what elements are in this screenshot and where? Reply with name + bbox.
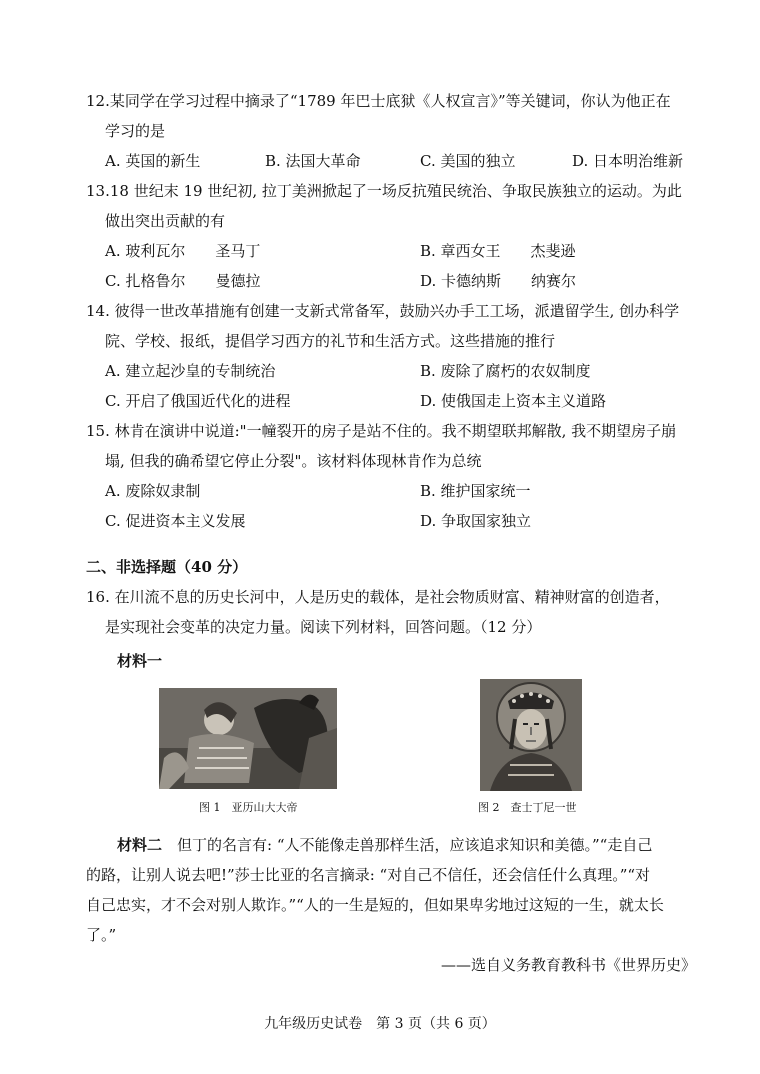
q13-stem-line2: 做出突出贡献的有	[105, 212, 226, 230]
material2-source: ——选自义务教育教科书《世界历史》	[440, 956, 696, 974]
q12-option-a: A. 英国的新生	[105, 152, 201, 170]
material2-text-line1: 但丁的名言有: “人不能像走兽那样生活，应该追求知识和美德。”“走自己	[162, 836, 653, 854]
section2-heading: 二、非选择题（40 分）	[86, 558, 248, 576]
q16-stem-line1: 16. 在川流不息的历史长河中，人是历史的载体，是社会物质财富、精神财富的创造者，	[86, 588, 670, 606]
figure-justinian-image	[480, 679, 582, 791]
material2-label: 材料二	[117, 836, 163, 854]
q12-option-b: B. 法国大革命	[265, 152, 361, 170]
q12-option-d: D. 日本明治维新	[572, 152, 684, 170]
figure-alexander-image	[159, 688, 337, 789]
q14-stem-line2: 院、学校、报纸，提倡学习西方的礼节和生活方式。这些措施的推行	[105, 332, 556, 350]
q15-option-a: A. 废除奴隶制	[105, 482, 201, 500]
figure2-caption: 图 2 查士丁尼一世	[478, 801, 577, 814]
q12-option-c: C. 美国的独立	[420, 152, 516, 170]
material2-line4: 了。”	[86, 926, 117, 944]
q14-option-a: A. 建立起沙皇的专制统治	[105, 362, 276, 380]
q13-stem-line1: 13.18 世纪末 19 世纪初, 拉丁美洲掀起了一场反抗殖民统治、争取民族独立的运动。为此	[86, 182, 682, 200]
material2-line2: 的路，让别人说去吧!”莎士比亚的名言摘录: “对自己不信任，还会信任什么真理。”“对	[86, 866, 651, 884]
q13-option-d: D. 卡德纳斯 纳赛尔	[420, 272, 577, 290]
q15-option-c: C. 促进资本主义发展	[105, 512, 246, 530]
q13-option-c: C. 扎格鲁尔 曼德拉	[105, 272, 261, 290]
q15-option-b: B. 维护国家统一	[420, 482, 531, 500]
q13-option-a: A. 玻利瓦尔 圣马丁	[105, 242, 261, 260]
q12-stem-line2: 学习的是	[105, 122, 166, 140]
q13-option-b: B. 章西女王 杰斐逊	[420, 242, 576, 260]
figure1-caption: 图 1 亚历山大大帝	[199, 801, 298, 814]
q14-option-d: D. 使俄国走上资本主义道路	[420, 392, 607, 410]
material1-label: 材料一	[117, 652, 163, 670]
q15-option-d: D. 争取国家独立	[420, 512, 532, 530]
q15-stem-line1: 15. 林肯在演讲中说道:"一幢裂开的房子是站不住的。我不期望联邦解散, 我不期望房子崩	[86, 422, 677, 440]
q16-stem-line2: 是实现社会变革的决定力量。阅读下列材料，回答问题。（12 分）	[105, 618, 542, 636]
q14-option-b: B. 废除了腐朽的农奴制度	[420, 362, 591, 380]
q14-option-c: C. 开启了俄国近代化的进程	[105, 392, 291, 410]
material2-line1	[117, 835, 652, 855]
q15-stem-line2: 塌, 但我的确希望它停止分裂"。该材料体现林肯作为总统	[105, 452, 482, 470]
q14-stem-line1: 14. 彼得一世改革措施有创建一支新式常备军，鼓励兴办手工工场，派遣留学生, 创办科学	[86, 302, 680, 320]
page-footer: 九年级历史试卷 第 3 页（共 6 页）	[264, 1016, 496, 1032]
material2-line3: 自己忠实，才不会对别人欺诈。”“人的一生是短的，但如果卑劣地过这短的一生，就太长	[86, 896, 664, 914]
q12-stem-line1: 12.某同学在学习过程中摘录了“1789 年巴士底狱《人权宣言》”等关键词，你认为他正在	[86, 92, 671, 110]
